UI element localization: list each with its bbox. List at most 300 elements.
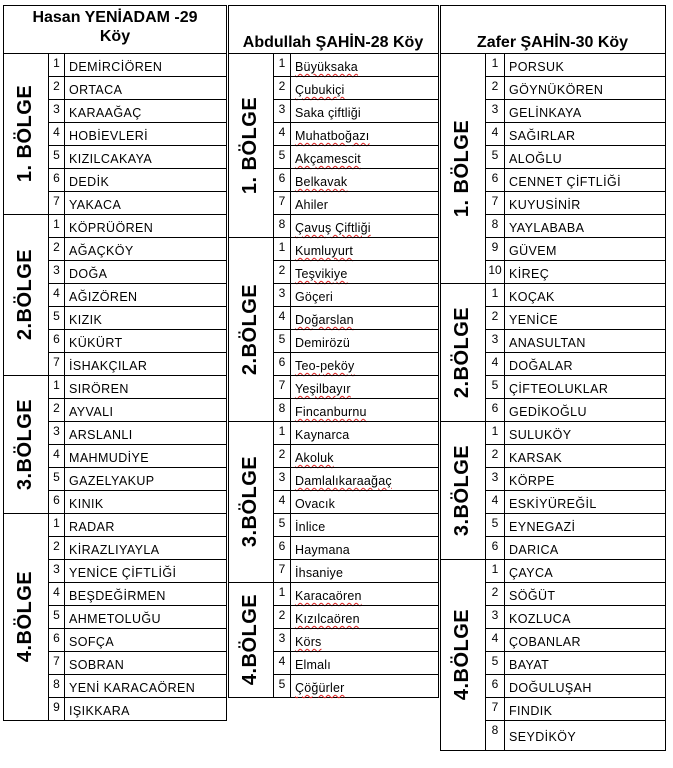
table-row-divider (485, 76, 665, 77)
table-row-divider (485, 329, 665, 330)
village-name: RADAR (69, 520, 115, 534)
village-number: 1 (53, 378, 60, 392)
village-number: 1 (278, 585, 286, 599)
village-number: 1 (491, 424, 499, 438)
village-name: FINDIK (509, 704, 553, 718)
village-number: 3 (53, 424, 60, 438)
table-row-divider (48, 99, 226, 100)
table-row-divider (48, 444, 226, 445)
village-name: Çöğürler (295, 681, 345, 695)
village-number: 2 (278, 263, 286, 277)
table-row-divider (273, 168, 438, 169)
column-title-hasan (4, 8, 226, 46)
village-name: CENNET ÇİFTLİĞİ (509, 175, 622, 189)
column-border-top (440, 5, 666, 6)
table-row-divider (273, 145, 438, 146)
village-number: 2 (491, 585, 499, 599)
village-name: İnlice (295, 520, 326, 534)
village-number: 5 (53, 148, 60, 162)
village-number: 5 (278, 516, 286, 530)
village-number: 6 (278, 539, 286, 553)
village-name: Doğarslan (295, 313, 354, 327)
region-label (440, 559, 485, 750)
village-name: YENİ KARACAÖREN (69, 681, 196, 695)
village-name: SULUKÖY (509, 428, 572, 442)
table-row-divider (48, 306, 226, 307)
table-row-divider (48, 352, 226, 353)
village-name: BAYAT (509, 658, 550, 672)
village-number: 4 (53, 585, 60, 599)
table-row-divider (273, 605, 438, 606)
village-name: KİRAZLIYAYLA (69, 543, 160, 557)
region-label-text: 4.BÖLGE (451, 608, 474, 701)
village-name: DOĞA (69, 267, 108, 281)
village-name: GAZELYAKUP (69, 474, 155, 488)
village-name: Çavuş Çiftliği (295, 221, 371, 235)
table-row-divider (273, 513, 438, 514)
village-number: 8 (491, 723, 499, 737)
table-row-divider (273, 237, 438, 238)
table-row-divider (273, 536, 438, 537)
table-row-divider (48, 329, 226, 330)
column-title-abdullah (228, 33, 438, 52)
table-row-divider (485, 260, 665, 261)
village-name: SÖĞÜT (509, 589, 556, 603)
village-name: Muhatboğazı (295, 129, 370, 143)
table-row-divider (48, 237, 226, 238)
village-name: SOBRAN (69, 658, 125, 672)
village-number: 2 (491, 447, 499, 461)
table-row-divider (273, 421, 438, 422)
village-number: 3 (491, 470, 499, 484)
village-name: KUYUSİNİR (509, 198, 581, 212)
village-name: Karacaören (295, 589, 362, 603)
village-number: 8 (278, 217, 286, 231)
village-number: 2 (278, 608, 286, 622)
region-label-text: 4.BÖLGE (14, 570, 37, 663)
village-name: SEYDİKÖY (509, 730, 577, 744)
table-row-divider (48, 628, 226, 629)
village-name: YAYLABABA (509, 221, 585, 235)
village-number: 1 (53, 516, 60, 530)
village-number: 4 (278, 654, 286, 668)
village-name: Teo-peköy (295, 359, 355, 373)
village-number: 5 (278, 677, 286, 691)
table-row-divider (48, 283, 226, 284)
village-number: 6 (53, 631, 60, 645)
table-row-divider (485, 720, 665, 721)
village-number: 3 (278, 631, 286, 645)
village-name: DEDİK (69, 175, 110, 189)
village-name: ESKİYÜREĞİL (509, 497, 597, 511)
table-row-divider (485, 214, 665, 215)
table-row-divider (48, 559, 226, 560)
village-number: 7 (278, 378, 286, 392)
village-number: 7 (53, 355, 60, 369)
village-name: YENİCE ÇİFTLİĞİ (69, 566, 177, 580)
village-name: ANASULTAN (509, 336, 586, 350)
table-row-divider (273, 582, 438, 583)
village-number: 5 (53, 608, 60, 622)
column-title-line: Zafer ŞAHİN-30 Köy (476, 34, 629, 51)
table-row-divider (485, 490, 665, 491)
village-name: KARAAĞAÇ (69, 106, 142, 120)
column-border-right (438, 5, 439, 698)
region-label-text: 3.BÖLGE (451, 444, 474, 536)
village-number: 5 (491, 654, 499, 668)
village-name: DOĞALAR (509, 359, 573, 373)
village-number: 4 (278, 125, 286, 139)
table-row-divider (48, 582, 226, 583)
table-row-divider (273, 559, 438, 560)
column-title-line: Köy (99, 28, 131, 45)
table-row-divider (485, 628, 665, 629)
table-row-divider (273, 329, 438, 330)
village-number: 5 (278, 148, 286, 162)
region-label-text: 4.BÖLGE (239, 593, 262, 686)
table-row-divider (48, 536, 226, 537)
village-name: DARICA (509, 543, 559, 557)
village-name: SIRÖREN (69, 382, 129, 396)
column-title-line: Abdullah ŞAHİN-28 Köy (242, 34, 424, 51)
table-row-divider (485, 651, 665, 652)
column-border-bottom (440, 750, 666, 751)
village-name: DOĞULUŞAH (509, 681, 592, 695)
village-number: 3 (278, 102, 286, 116)
column-title-zafer (440, 33, 665, 52)
table-row-divider (485, 559, 665, 560)
table-row-divider (273, 260, 438, 261)
village-number: 5 (53, 309, 60, 323)
village-name: Saka çiftliği (295, 106, 361, 120)
village-number: 2 (278, 79, 286, 93)
village-name: KÖRPE (509, 474, 555, 488)
table-row-divider (48, 697, 226, 698)
village-number: 2 (53, 401, 60, 415)
village-number: 2 (53, 79, 60, 93)
table-row-divider (485, 283, 665, 284)
village-name: PORSUK (509, 60, 565, 74)
column-border-bottom (228, 697, 439, 698)
village-number: 3 (53, 102, 60, 116)
table-row-divider (48, 674, 226, 675)
village-number: 2 (278, 447, 286, 461)
table-row-divider (273, 214, 438, 215)
village-number: 6 (491, 677, 499, 691)
column-border-right (665, 5, 666, 751)
village-number: 3 (491, 102, 499, 116)
village-name: AĞAÇKÖY (69, 244, 134, 258)
village-number: 7 (491, 700, 499, 714)
table-row-divider (273, 352, 438, 353)
column-border-top (228, 5, 439, 6)
table-row-divider (485, 122, 665, 123)
table-row-divider (485, 467, 665, 468)
village-name: EYNEGAZİ (509, 520, 576, 534)
village-number: 3 (491, 608, 499, 622)
village-number: 5 (491, 148, 499, 162)
region-label (440, 283, 485, 421)
column-border-right (226, 5, 227, 721)
village-name: Belkavak (295, 175, 348, 189)
name-column-divider (64, 53, 65, 720)
village-number: 6 (491, 171, 499, 185)
village-number: 4 (53, 286, 60, 300)
village-name: Büyüksaka (295, 60, 358, 74)
table-row-divider (48, 605, 226, 606)
village-name: İhsaniye (295, 566, 344, 580)
table-row-divider (485, 421, 665, 422)
table-row-divider (273, 398, 438, 399)
village-name: GÜVEM (509, 244, 557, 258)
table-row-divider (485, 306, 665, 307)
village-name: YENİCE (509, 313, 558, 327)
village-name: IŞIKKARA (69, 704, 130, 718)
village-name: GÖYNÜKÖREN (509, 83, 604, 97)
village-number: 9 (491, 240, 499, 254)
column-title-line: Hasan YENİADAM -29 (32, 9, 198, 26)
village-name: KARSAK (509, 451, 563, 465)
village-name: KIZIK (69, 313, 103, 327)
table-row-divider (485, 444, 665, 445)
village-number: 2 (53, 240, 60, 254)
village-number: 7 (53, 654, 60, 668)
table-row-divider (48, 76, 226, 77)
region-label-text: 1. BÖLGE (239, 96, 262, 194)
column-border-top (3, 5, 227, 6)
village-name: ALOĞLU (509, 152, 563, 166)
table-row-divider (273, 76, 438, 77)
region-label (228, 237, 273, 421)
table-row-divider (485, 375, 665, 376)
village-name: KINIK (69, 497, 104, 511)
table-row-divider (485, 145, 665, 146)
village-name: Kızılcaören (295, 612, 360, 626)
village-number: 10 (488, 263, 502, 277)
village-name: KİREÇ (509, 267, 550, 281)
table-row-divider (485, 674, 665, 675)
village-name: GELİNKAYA (509, 106, 582, 120)
village-name: AHMETOLUĞU (69, 612, 161, 626)
village-number: 1 (278, 240, 286, 254)
table-row-divider (273, 628, 438, 629)
village-name: SAĞIRLAR (509, 129, 576, 143)
column-border-bottom (3, 720, 227, 721)
village-number: 6 (278, 171, 286, 185)
village-name: GEDİKOĞLU (509, 405, 587, 419)
village-number: 3 (278, 286, 286, 300)
village-number: 3 (53, 562, 60, 576)
village-number: 6 (491, 539, 499, 553)
village-number: 6 (278, 355, 286, 369)
table-row-divider (48, 467, 226, 468)
village-number: 2 (491, 79, 499, 93)
village-number: 3 (278, 470, 286, 484)
region-label-text: 2.BÖLGE (239, 283, 262, 375)
village-name: ÇOBANLAR (509, 635, 581, 649)
table-row-divider (48, 168, 226, 169)
village-name: AĞIZÖREN (69, 290, 138, 304)
village-name: SOFÇA (69, 635, 115, 649)
village-number: 1 (278, 424, 286, 438)
village-number: 9 (53, 700, 60, 714)
village-name: ORTACA (69, 83, 123, 97)
table-row-divider (273, 283, 438, 284)
village-name: Yeşilbayır (295, 382, 351, 396)
table-row-divider (485, 168, 665, 169)
village-number: 5 (53, 470, 60, 484)
village-name: Ovacık (295, 497, 336, 511)
village-name: ÇAYCA (509, 566, 554, 580)
table-row-divider (48, 214, 226, 215)
village-name: BEŞDEĞİRMEN (69, 589, 166, 603)
region-label (228, 53, 273, 237)
village-number: 6 (491, 401, 499, 415)
table-row-divider (48, 398, 226, 399)
table-row-divider (273, 375, 438, 376)
table-row-divider (485, 191, 665, 192)
village-name: KOZLUCA (509, 612, 571, 626)
village-name: Haymana (295, 543, 350, 557)
village-name: ÇİFTEOLUKLAR (509, 382, 609, 396)
table-row-divider (485, 237, 665, 238)
village-name: KIZILCAKAYA (69, 152, 153, 166)
table-row-divider (273, 467, 438, 468)
village-number: 6 (53, 332, 60, 346)
table-row-divider (273, 651, 438, 652)
village-name: Akçamescit (295, 152, 361, 166)
region-label-text: 2.BÖLGE (451, 306, 474, 398)
table-row-divider (48, 122, 226, 123)
table-row-divider (485, 99, 665, 100)
region-label (440, 421, 485, 559)
village-number: 3 (53, 263, 60, 277)
village-number: 4 (53, 447, 60, 461)
village-name: YAKACA (69, 198, 122, 212)
village-name: Demirözü (295, 336, 351, 350)
village-number: 7 (278, 194, 286, 208)
village-name: Kumluyurt (295, 244, 354, 258)
village-number: 7 (278, 562, 286, 576)
table-row-divider (48, 651, 226, 652)
village-name: HOBİEVLERİ (69, 129, 149, 143)
region-label (3, 53, 48, 214)
table-row-divider (48, 375, 226, 376)
region-label (3, 513, 48, 720)
table-row-divider (273, 191, 438, 192)
village-name: Akoluk (295, 451, 334, 465)
village-number: 5 (491, 516, 499, 530)
region-label-text: 1. BÖLGE (14, 84, 37, 183)
village-number: 4 (491, 493, 499, 507)
village-name: Elmalı (295, 658, 331, 672)
village-name: Kaynarca (295, 428, 350, 442)
village-name: Fincanburnu (295, 405, 367, 419)
table-row-divider (273, 99, 438, 100)
village-number: 8 (278, 401, 286, 415)
village-name: DEMİRCİÖREN (69, 60, 163, 74)
table-row-divider (273, 674, 438, 675)
table-row-divider (48, 490, 226, 491)
village-name: İSHAKÇILAR (69, 359, 148, 373)
name-column-divider (504, 53, 505, 750)
table-row-divider (273, 122, 438, 123)
table-row-divider (485, 582, 665, 583)
region-label-text: 1. BÖLGE (451, 119, 474, 217)
village-name: Damlalıkaraağaç (295, 474, 392, 488)
table-row-divider (48, 260, 226, 261)
village-name: ARSLANLI (69, 428, 133, 442)
village-name: KOÇAK (509, 290, 555, 304)
village-name: Teşvikiye (295, 267, 348, 281)
village-name: AYVALI (69, 405, 114, 419)
table-row-divider (485, 398, 665, 399)
village-name: KÖPRÜÖREN (69, 221, 154, 235)
region-label (3, 214, 48, 375)
village-number: 8 (491, 217, 499, 231)
village-name: KÜKÜRT (69, 336, 123, 350)
table-row-divider (48, 513, 226, 514)
village-number: 3 (491, 332, 499, 346)
table-row-divider (48, 191, 226, 192)
village-number: 4 (491, 125, 499, 139)
village-number: 4 (491, 631, 499, 645)
table-row-divider (273, 444, 438, 445)
village-name: Körs (295, 635, 322, 649)
village-name: Göçeri (295, 290, 334, 304)
region-label (228, 421, 273, 582)
village-number: 5 (491, 378, 499, 392)
table-row-divider (485, 536, 665, 537)
village-number: 1 (491, 56, 499, 70)
village-name: MAHMUDİYE (69, 451, 149, 465)
village-number: 1 (491, 286, 499, 300)
village-name: Ahiler (295, 198, 329, 212)
village-name: Çubukiçi (295, 83, 345, 97)
table-row-divider (485, 697, 665, 698)
village-number: 2 (491, 309, 499, 323)
village-number: 5 (278, 332, 286, 346)
village-number: 1 (278, 56, 286, 70)
table-row-divider (485, 513, 665, 514)
region-label-text: 3.BÖLGE (14, 398, 37, 490)
village-number: 4 (278, 309, 286, 323)
table-row-divider (273, 490, 438, 491)
village-number: 2 (53, 539, 60, 553)
table-row-divider (273, 306, 438, 307)
village-number: 4 (278, 493, 286, 507)
region-label-text: 3.BÖLGE (239, 455, 262, 548)
village-number: 6 (53, 493, 60, 507)
region-label (440, 53, 485, 283)
village-number: 4 (53, 125, 60, 139)
village-number: 4 (491, 355, 499, 369)
table-row-divider (48, 145, 226, 146)
village-number: 1 (53, 217, 60, 231)
village-number: 7 (53, 194, 60, 208)
village-number: 1 (53, 56, 60, 70)
village-number: 6 (53, 171, 60, 185)
table-row-divider (485, 352, 665, 353)
village-number: 1 (491, 562, 499, 576)
village-number: 7 (491, 194, 499, 208)
village-number: 8 (53, 677, 60, 691)
table-row-divider (485, 605, 665, 606)
table-row-divider (48, 421, 226, 422)
region-label (228, 582, 273, 697)
region-label-text: 2.BÖLGE (14, 248, 37, 341)
region-label (3, 375, 48, 513)
